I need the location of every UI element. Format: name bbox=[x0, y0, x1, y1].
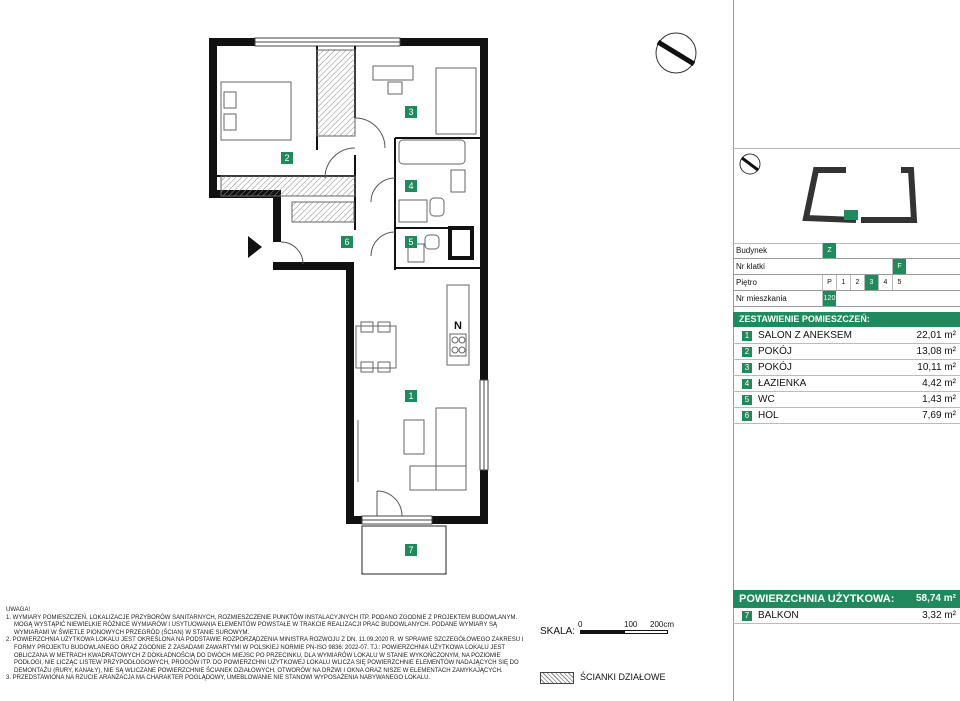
room-label-7: 7 bbox=[408, 545, 414, 555]
floor-cell-active: 3 bbox=[864, 275, 878, 290]
info-cell: Z bbox=[822, 243, 836, 258]
room-num: 5 bbox=[742, 395, 752, 405]
info-row-floor bbox=[733, 275, 960, 291]
scale-label: SKALA: bbox=[540, 626, 576, 637]
vent-shaft bbox=[450, 228, 472, 258]
info-row-staircase bbox=[733, 259, 960, 275]
floor-cell: 5 bbox=[892, 275, 906, 290]
total-area-bar bbox=[733, 590, 960, 608]
windows bbox=[255, 38, 488, 524]
divider bbox=[733, 148, 960, 149]
room-num: 6 bbox=[742, 411, 752, 421]
legend-label: ŚCIANKI DZIAŁOWE bbox=[580, 672, 666, 682]
room-num: 4 bbox=[742, 379, 752, 389]
note-item: 1. WYMIARY POMIESZCZEŃ, LOKALIZACJE PRZYBORÓW SANITARNYCH, ROZMIESZCZENIE PUNKTÓW INSTALACYJNYCH ITP. PODANO ZGODNIE Z PROJEKTEM BUDOWLANYM. MOGĄ WYSTĄPIĆ NIEWIELKIE RÓŻNICE WYMIARÓW I USYTUOWANIA ELEMENTÓW POWSTAŁE W TRAKCIE REALIZACJI PRAC BUDOWLANYCH. PODANE WYMIARY SĄ WYMIARAMI W ŚWIETLE PIONOWYCH PRZEGRÓD (ŚCIAN) W STANIE SUROWYM. bbox=[6, 614, 518, 636]
room-name: HOL bbox=[758, 410, 779, 421]
room-area: 7,69 m² bbox=[922, 410, 956, 421]
notes-title: UWAGA! bbox=[6, 607, 31, 613]
note-item: 2. POWIERZCHNIA UŻYTKOWA LOKALU JEST OKREŚLONA NA PODSTAWIE ROZPORZĄDZENIA MINISTRA ROZWOJU Z DN. 11.09.2020 R. W SPRAWIE SZCZEGÓŁOWEGO ZAKRESU I FORMY PROJEKTU BUDOWLANEGO ORAZ ZGODNIE Z ZASADAMI ZAWARTYMI W POLSKIEJ NORMIE PN-ISO 9836: 2022-07. TJ.: POWIERZCHNIA UŻYTKOWA LOKALU JEST OBLICZANA W METRACH KWADRATOWYCH Z DOKŁADNOŚCIĄ DO DWÓCH MIEJSC PO PRZECINKU, DLA WYMIARÓW LOKALU W STANIE WYKOŃCZONYM, NA POZIOMIE PODŁOGI, NIE LICZĄC LISTEW PRZYPODŁOGOWYCH, PROGÓW ITP. DO POWIERZCHNI UŻYTKOWEJ LOKALU WLICZA SIĘ POWIERZCHNIE ELEMENTÓW NADAJĄCYCH SIĘ DO DEMONTAŻU (RURY, KANAŁY), NIE SĄ WLICZANE POWIERZCHNIE ŚCIANEK DZIAŁOWYCH, OTWORÓW NA DRZWI I OKNA ORAZ NISZE W ELEMENTACH ZAMYKAJĄCYCH. bbox=[6, 637, 524, 674]
room-row bbox=[733, 361, 960, 376]
room-area: 1,43 m² bbox=[922, 394, 956, 405]
room-label-2: 2 bbox=[284, 153, 290, 163]
room-area: 10,11 m² bbox=[917, 362, 956, 373]
fridge-label: N bbox=[454, 320, 462, 332]
info-label: Piętro bbox=[736, 278, 757, 287]
info-cell: 120 bbox=[822, 291, 836, 306]
room-num: 2 bbox=[742, 347, 752, 357]
room-name: WC bbox=[758, 394, 775, 405]
room-num: 1 bbox=[742, 331, 752, 341]
compass-icon bbox=[656, 33, 696, 73]
room-area: 4,42 m² bbox=[922, 378, 956, 389]
room-area: 13,08 m² bbox=[916, 346, 956, 357]
room-row bbox=[733, 409, 960, 424]
room-num: 7 bbox=[742, 611, 752, 621]
room-row bbox=[733, 393, 960, 408]
room-name: ŁAZIENKA bbox=[758, 378, 807, 389]
total-area: 58,74 m² bbox=[915, 593, 956, 604]
room-name: POKÓJ bbox=[758, 346, 792, 357]
room-label-1: 1 bbox=[408, 391, 414, 401]
balcony-row bbox=[733, 609, 960, 624]
info-label: Nr mieszkania bbox=[736, 294, 787, 303]
room-area: 3,32 m² bbox=[922, 610, 956, 621]
room-name: SALON Z ANEKSEM bbox=[758, 330, 852, 341]
room-row bbox=[733, 329, 960, 344]
building-info-table bbox=[733, 243, 960, 307]
room-label-3: 3 bbox=[408, 107, 414, 117]
info-label: Budynek bbox=[736, 246, 768, 255]
info-cell: F bbox=[892, 259, 906, 274]
total-label: POWIERZCHNIA UŻYTKOWA: bbox=[739, 593, 895, 605]
scale-tick: 200cm bbox=[650, 620, 675, 629]
scale-tick: 0 bbox=[578, 620, 583, 629]
floor-cell: 4 bbox=[878, 275, 892, 290]
room-row bbox=[733, 377, 960, 392]
scale-segment bbox=[580, 630, 624, 634]
scale-tick: 100 bbox=[624, 620, 638, 629]
room-area: 22,01 m² bbox=[916, 330, 956, 341]
room-name: POKÓJ bbox=[758, 362, 792, 373]
site-map bbox=[736, 150, 956, 240]
rooms-heading: ZESTAWIENIE POMIESZCZEŃ: bbox=[733, 312, 960, 327]
room-label-6: 6 bbox=[344, 237, 350, 247]
room-num: 3 bbox=[742, 363, 752, 373]
info-row-building bbox=[733, 243, 960, 259]
floor-cell: 1 bbox=[836, 275, 850, 290]
room-name: BALKON bbox=[758, 610, 799, 621]
info-label: Nr klatki bbox=[736, 262, 765, 271]
entrance-arrow-icon bbox=[248, 236, 262, 258]
floor-cell: P bbox=[822, 275, 836, 290]
room-label-4: 4 bbox=[408, 181, 414, 191]
room-row bbox=[733, 345, 960, 360]
room-label-5: 5 bbox=[408, 237, 414, 247]
notes bbox=[6, 607, 526, 683]
scale-segment bbox=[624, 630, 668, 634]
info-row-apartment bbox=[733, 291, 960, 307]
note-item: 3. PRZEDSTAWIONA NA RZUCIE ARANŻACJA MA CHARAKTER POGLĄDOWY, UMEBLOWANIE NIE STANOWI WYPOSAŻENIA NABYWANEGO LOKALU. bbox=[6, 675, 431, 682]
floor-cell: 2 bbox=[850, 275, 864, 290]
hatch-swatch-icon bbox=[540, 672, 574, 684]
